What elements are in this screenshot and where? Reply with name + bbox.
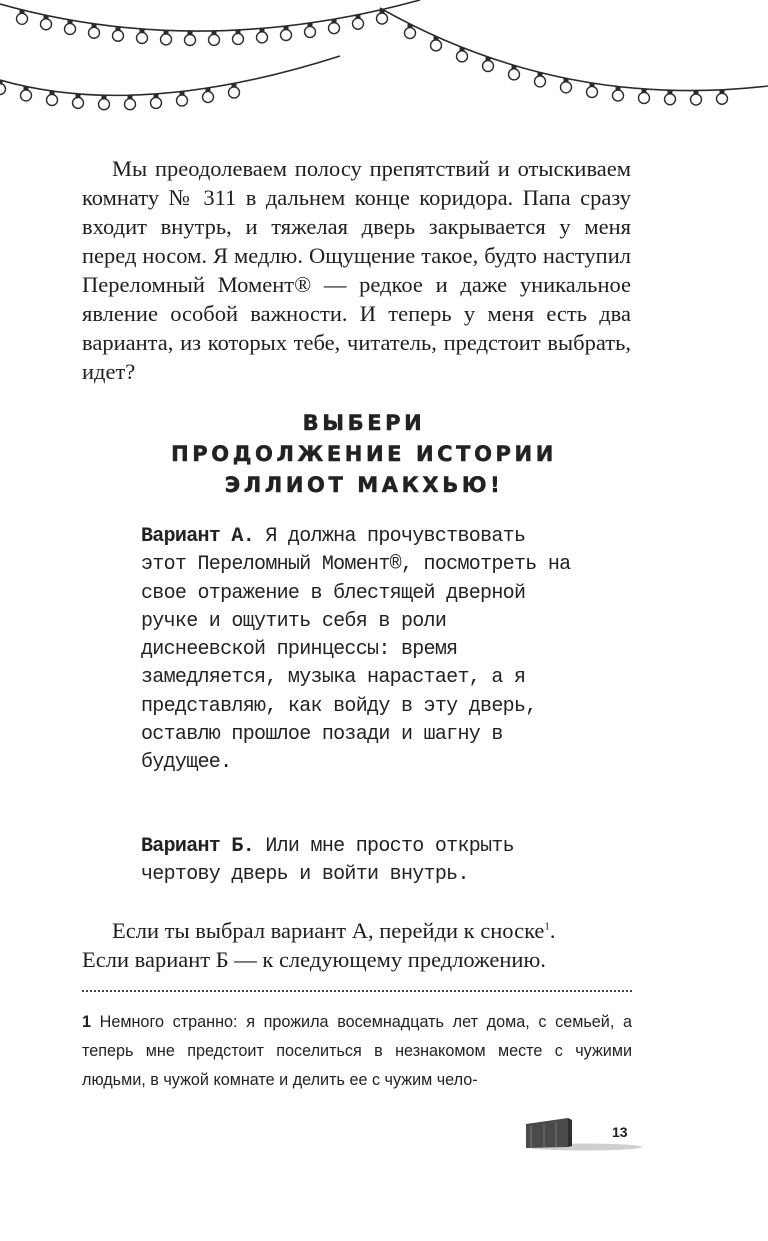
heading-line-2: ПРОДОЛЖЕНИЕ ИСТОРИИ <box>171 442 557 466</box>
light-bulb <box>257 28 268 43</box>
variant-a-text: Я должна прочувствовать этот Переломный Момент®, посмотреть на свое отражение в блестящей дверной ручке и ощутить себя в роли диснеевской принцессы: время замедляется, музыка нарастает, а я представляю, как войду в эту дверь, оставлю прошлое позади и шагну в будущее. <box>141 525 571 775</box>
choice-paragraph <box>82 916 631 974</box>
light-bulb <box>203 88 214 103</box>
light-bulb <box>89 24 100 38</box>
footnote-number: 1 <box>82 1013 92 1031</box>
light-bulb <box>305 23 316 38</box>
light-bulb <box>561 78 572 93</box>
light-bulb <box>47 91 58 106</box>
light-bulb <box>65 20 76 35</box>
light-bulb <box>233 30 244 44</box>
heading-line-1: ВЫБЕРИ <box>302 411 426 435</box>
light-bulb <box>483 57 494 72</box>
light-bulb <box>185 31 196 46</box>
light-bulb <box>353 15 364 30</box>
light-bulb <box>639 89 650 104</box>
light-bulb <box>73 94 84 109</box>
footnote-text: Немного странно: я прожила восемнадцать лет дома, с семьей, а теперь мне предстоит поселиться в незнакомом месте с чужими людьми, в чужой комнате и делить ее с чужим чело- <box>82 1013 632 1089</box>
heading-line-3: ЭЛЛИОТ МАКХЬЮ! <box>224 473 504 497</box>
choice-line-1-end: . <box>549 918 556 943</box>
variant-b-text: Или мне просто открыть чертову дверь и войти внутрь. <box>141 835 514 887</box>
variant-b-label: Вариант Б. <box>141 835 255 858</box>
footnote <box>82 1008 632 1095</box>
light-bulb <box>613 87 624 102</box>
choice-line-1 <box>82 916 631 945</box>
light-bulb <box>587 83 598 98</box>
variant-a-label: Вариант А. <box>141 525 255 548</box>
choice-line-2: Если вариант Б — к следующему предложению. <box>82 947 546 972</box>
variant-b <box>141 833 581 890</box>
footnote-reference[interactable]: 1 <box>544 920 550 933</box>
light-bulb <box>151 94 162 109</box>
string-lights-icon <box>0 0 768 130</box>
variant-a <box>141 523 581 778</box>
light-bulb <box>509 65 520 80</box>
page-number: 13 <box>612 1124 628 1140</box>
light-bulb <box>177 91 188 106</box>
light-bulb <box>691 91 702 106</box>
light-bulb <box>209 31 220 46</box>
light-bulb <box>665 90 676 105</box>
light-bulb <box>281 26 292 41</box>
light-bulb <box>99 95 110 110</box>
light-bulb <box>113 27 124 42</box>
light-bulb <box>17 10 28 24</box>
light-bulb <box>21 86 32 101</box>
light-bulb <box>535 72 546 87</box>
light-string <box>0 56 340 95</box>
light-bulb <box>0 80 6 95</box>
choice-line-1-text: Если ты выбрал вариант А, перейди к сноске <box>112 918 545 943</box>
light-bulb <box>329 19 340 33</box>
chapter-heading <box>100 408 628 501</box>
footnote-divider <box>82 990 632 992</box>
light-bulb <box>125 95 136 110</box>
light-bulb <box>717 90 728 105</box>
light-bulb <box>229 83 240 98</box>
light-bulb <box>137 29 148 44</box>
light-bulb <box>161 30 172 45</box>
intro-paragraph: Мы преодолеваем полосу препятствий и отыскиваем комнату № 311 в дальнем конце коридора. Папа сразу входит внутрь, и тяжелая дверь закрывается у меня перед носом. Я медлю. Ощущение такое, будто наступил Переломный Момент® — редкое и даже уникальное явление особой важности. И теперь у меня есть два варианта, из которых тебе, читатель, предстоит выбрать, идет? <box>82 156 631 384</box>
light-bulb <box>41 15 52 29</box>
